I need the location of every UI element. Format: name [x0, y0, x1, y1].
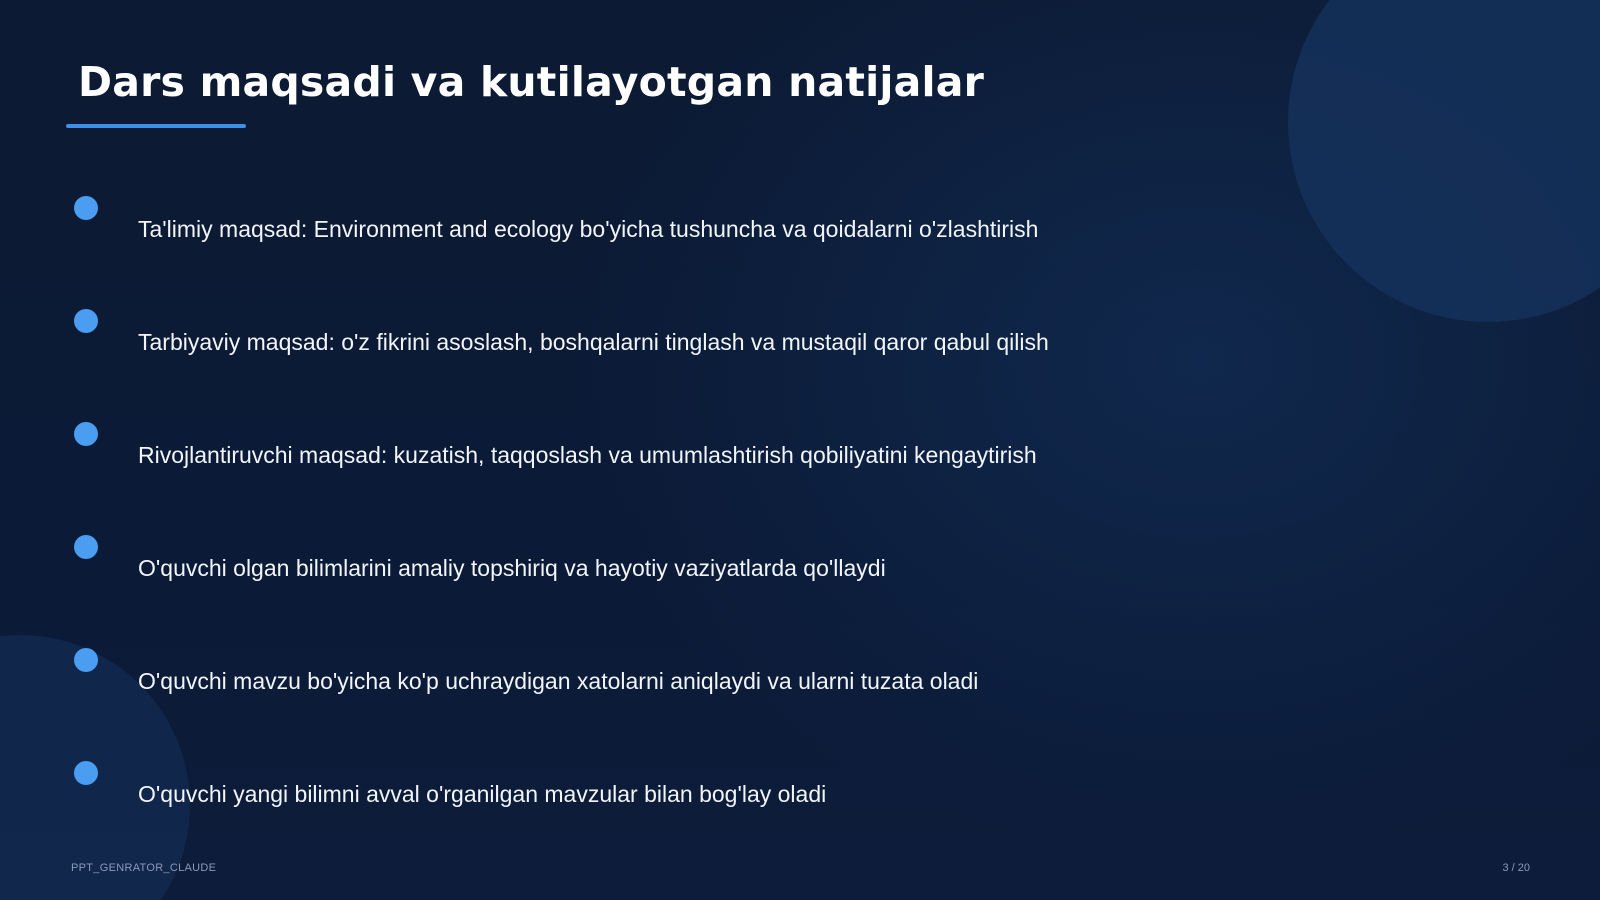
- bullet-text: O'quvchi mavzu bo'yicha ko'p uchraydigan xatolarni aniqlaydi va ularni tuzata oladi: [138, 668, 979, 694]
- bullet-dot-icon: [74, 761, 98, 785]
- bullet-item: [0, 309, 1250, 389]
- bullet-text: O'quvchi yangi bilimni avval o'rganilgan mavzular bilan bog'lay oladi: [138, 781, 827, 807]
- bullet-item: [0, 422, 1250, 502]
- bullet-dot-icon: [74, 309, 98, 333]
- bullet-text: O'quvchi olgan bilimlarini amaliy topshiriq va hayotiy vaziyatlarda qo'llaydi: [138, 555, 886, 581]
- slide-title: Dars maqsadi va kutilayotgan natijalar: [78, 58, 985, 106]
- decorative-circle-top-right: [1288, 0, 1600, 322]
- bullet-text: Rivojlantiruvchi maqsad: kuzatish, taqqoslash va umumlashtirish qobiliyatini kengaytirish: [138, 442, 1037, 468]
- bullet-item: [0, 196, 1250, 276]
- page-indicator: 3 / 20: [1502, 862, 1530, 874]
- bullet-item: [0, 648, 1250, 728]
- bullet-text: Tarbiyaviy maqsad: o'z fikrini asoslash, boshqalarni tinglash va mustaqil qaror qabul qilish: [138, 329, 1049, 355]
- bullet-text: Ta'limiy maqsad: Environment and ecology bo'yicha tushuncha va qoidalarni o'zlashtirish: [138, 216, 1039, 242]
- bullet-item: [0, 761, 1250, 841]
- bullet-dot-icon: [74, 422, 98, 446]
- bullet-item: [0, 535, 1250, 615]
- bullet-dot-icon: [74, 535, 98, 559]
- bullet-dot-icon: [74, 196, 98, 220]
- footer-brand: PPT_GENRATOR_CLAUDE: [71, 862, 217, 874]
- bullet-dot-icon: [74, 648, 98, 672]
- title-underline: [66, 124, 246, 128]
